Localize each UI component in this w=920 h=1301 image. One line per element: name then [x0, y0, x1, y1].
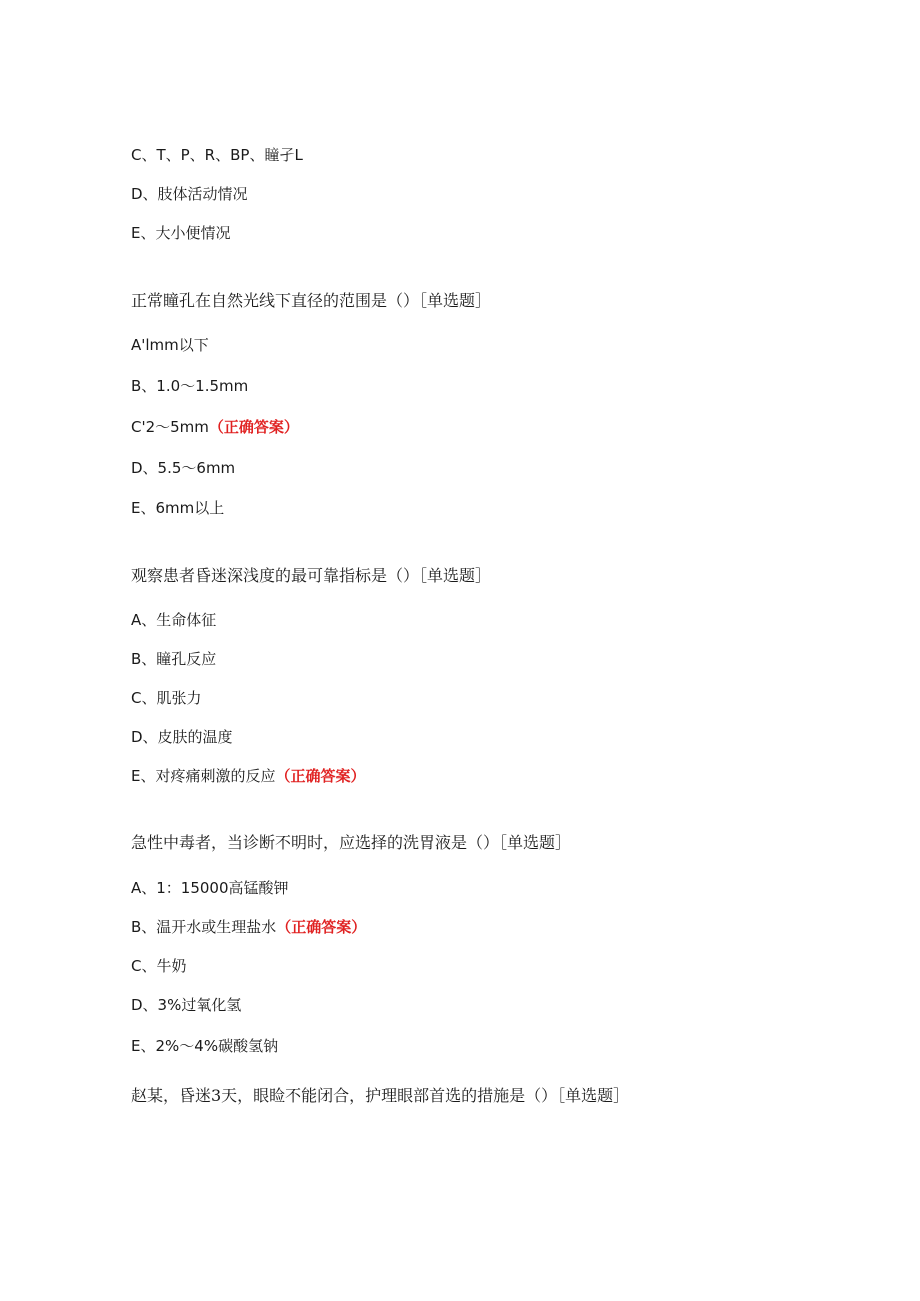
- option-d: [131, 727, 233, 747]
- option-e: [131, 223, 230, 243]
- option-text: B、温开水或生理盐水: [131, 918, 277, 936]
- option-c: [131, 956, 186, 976]
- option-text: B、1.0～1.5mm: [131, 377, 249, 395]
- question-title: [131, 833, 571, 853]
- option-text: C、肌张力: [131, 689, 202, 707]
- option-a: [131, 878, 289, 898]
- option-text: D、皮肤的温度: [131, 728, 233, 746]
- question-text: 赵某，昏迷3天，眼睑不能闭合，护理眼部首选的措施是（）［单选题］: [131, 1086, 630, 1105]
- question-text: 正常瞳孔在自然光线下直径的范围是（）［单选题］: [131, 291, 492, 310]
- option-text: C、T、P、R、BP、瞳孑L: [131, 146, 303, 164]
- option-c: [131, 145, 303, 165]
- option-text: E、6mm以上: [131, 499, 225, 517]
- option-a: [131, 610, 216, 630]
- option-a: [131, 335, 209, 355]
- option-b: [131, 649, 216, 669]
- option-d: [131, 995, 241, 1015]
- question-title: [131, 1086, 629, 1106]
- option-text: A、1：15000高锰酸钾: [131, 879, 289, 897]
- option-e: [131, 766, 366, 786]
- option-text: E、2%～4%碳酸氢钠: [131, 1037, 279, 1055]
- option-e: [131, 1036, 278, 1056]
- option-d: [131, 458, 235, 478]
- question-text: 观察患者昏迷深浅度的最可靠指标是（）［单选题］: [131, 566, 492, 585]
- correct-answer-mark: （正确答案）: [275, 767, 366, 785]
- option-text: A、生命体征: [131, 611, 217, 629]
- correct-answer-mark: （正确答案）: [276, 918, 367, 936]
- question-title: [131, 291, 491, 311]
- option-text: C、牛奶: [131, 957, 187, 975]
- correct-answer-mark: （正确答案）: [208, 418, 299, 436]
- option-text: E、大小便情况: [131, 224, 231, 242]
- option-c: [131, 417, 299, 437]
- option-e: [131, 498, 224, 518]
- option-text: D、肢体活动情况: [131, 185, 248, 203]
- option-b: [131, 376, 248, 396]
- option-text: B、瞳孔反应: [131, 650, 217, 668]
- option-d: [131, 184, 248, 204]
- option-text: C'2～5mm: [131, 418, 209, 436]
- question-title: [131, 566, 491, 586]
- option-c: [131, 688, 201, 708]
- option-text: D、5.5～6mm: [131, 459, 236, 477]
- option-text: E、对疼痛刺激的反应: [131, 767, 276, 785]
- option-text: A'lmm以下: [131, 336, 209, 354]
- option-b: [131, 917, 366, 937]
- question-text: 急性中毒者，当诊断不明时，应选择的洗胃液是（）［单选题］: [131, 833, 572, 852]
- option-text: D、3%过氧化氢: [131, 996, 242, 1014]
